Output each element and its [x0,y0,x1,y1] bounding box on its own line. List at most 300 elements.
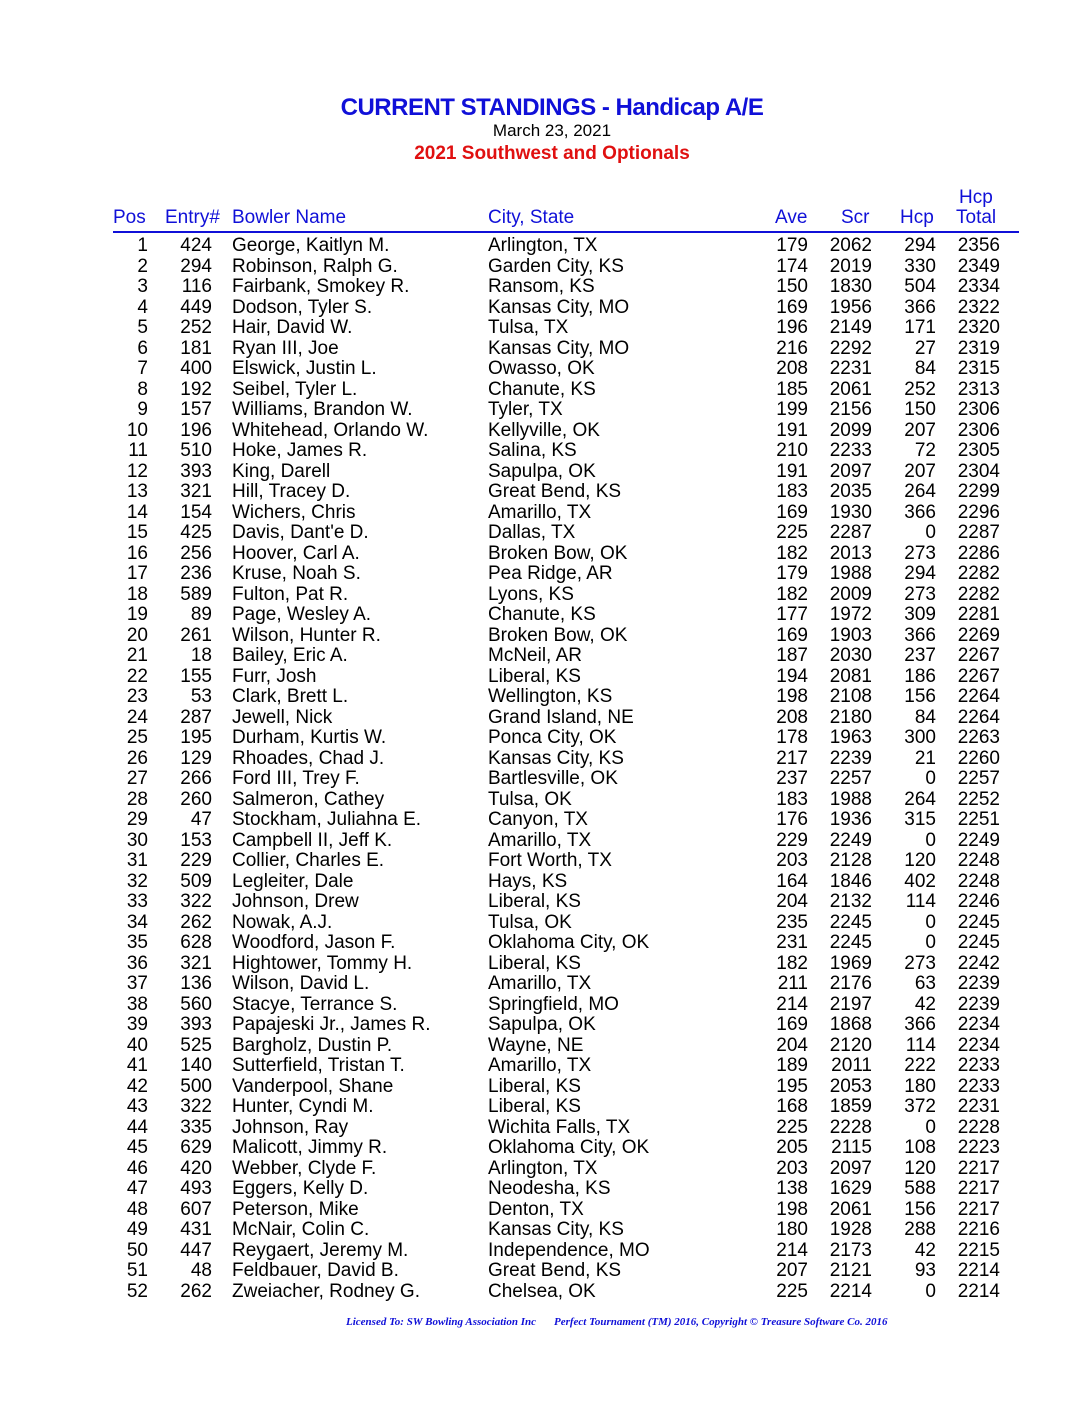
cell-hcp: 84 [914,358,936,379]
cell-name: Furr, Josh [232,665,317,687]
table-row [0,851,1088,872]
col-header-total-bottom: Total [956,207,997,228]
cell-hcp: 366 [904,296,936,318]
cell-hcp: 63 [914,973,936,994]
cell-entry: 335 [180,1116,212,1138]
cell-name: King, Darell [232,460,331,482]
cell-entry: 18 [190,645,212,666]
cell-ave: 180 [776,1219,808,1240]
cell-city: Amarillo, TX [488,1055,592,1076]
cell-entry: 181 [180,337,212,359]
cell-entry: 447 [180,1239,212,1261]
cell-scr: 2061 [829,1198,872,1220]
cell-name: Fulton, Pat R. [232,583,349,605]
cell-ave: 182 [776,952,808,974]
cell-name: Rhoades, Chad J. [232,747,385,769]
cell-city: Chanute, KS [488,604,596,625]
cell-pos: 10 [126,419,148,441]
cell-pos: 47 [126,1178,148,1199]
cell-hcp: 588 [904,1178,936,1199]
cell-pos: 48 [126,1198,148,1220]
cell-city: Liberal, KS [488,891,581,912]
cell-total: 2217 [957,1178,1000,1199]
cell-hcp: 366 [904,501,936,523]
cell-ave: 237 [776,768,808,789]
cell-entry: 48 [190,1260,212,1281]
cell-total: 2249 [957,829,1000,851]
cell-city: Chelsea, OK [488,1280,596,1302]
cell-entry: 252 [180,317,212,338]
cell-name: Hightower, Tommy H. [232,952,413,974]
cell-entry: 256 [180,542,212,564]
cell-ave: 179 [776,235,808,256]
cell-scr: 2292 [829,337,872,359]
cell-hcp: 0 [925,932,936,953]
cell-pos: 22 [126,665,148,687]
cell-city: Wichita Falls, TX [488,1116,631,1138]
cell-total: 2215 [957,1239,1000,1261]
table-row [0,1282,1088,1303]
cell-hcp: 42 [914,1239,936,1261]
cell-total: 2304 [957,460,1000,482]
cell-name: Salmeron, Cathey [232,788,385,810]
cell-scr: 2013 [829,542,872,564]
cell-scr: 2245 [829,911,872,933]
table-row [0,1241,1088,1262]
cell-ave: 178 [776,727,808,748]
cell-total: 2234 [957,1034,1000,1056]
cell-ave: 225 [776,522,808,543]
cell-city: Kellyville, OK [488,419,600,441]
table-row [0,892,1088,913]
cell-city: Grand Island, NE [488,706,634,728]
cell-scr: 1972 [829,604,872,625]
cell-hcp: 504 [904,276,936,297]
report-date: March 23, 2021 [492,121,612,140]
cell-total: 2223 [957,1137,1000,1158]
cell-scr: 2120 [829,1034,872,1056]
cell-name: Nowak, A.J. [232,911,333,933]
cell-hcp: 273 [904,583,936,605]
cell-total: 2267 [957,645,1000,666]
cell-hcp: 156 [904,1198,936,1220]
cell-ave: 203 [776,1157,808,1179]
cell-entry: 400 [180,358,212,379]
cell-ave: 194 [776,665,808,687]
cell-city: Salina, KS [488,440,577,461]
cell-entry: 89 [190,604,212,625]
cell-scr: 2180 [829,706,872,728]
cell-pos: 4 [137,296,148,318]
cell-ave: 198 [776,1198,808,1220]
cell-pos: 5 [137,317,148,338]
cell-ave: 204 [776,891,808,912]
cell-name: Collier, Charles E. [232,850,385,871]
table-row [0,954,1088,975]
cell-pos: 16 [126,542,148,564]
cell-pos: 17 [126,563,148,584]
cell-entry: 136 [180,973,212,994]
cell-scr: 2115 [831,1137,872,1158]
cell-hcp: 237 [904,645,936,666]
cell-scr: 2249 [829,829,872,851]
cell-entry: 153 [180,829,212,851]
cell-scr: 1830 [829,276,872,297]
cell-name: Feldbauer, David B. [232,1260,399,1281]
cell-ave: 216 [776,337,808,359]
table-row [0,708,1088,729]
cell-ave: 214 [776,993,808,1015]
cell-pos: 18 [126,583,148,605]
cell-total: 2233 [957,1055,1000,1076]
cell-total: 2306 [957,399,1000,420]
cell-entry: 140 [180,1055,212,1076]
cell-city: Canyon, TX [488,809,588,830]
cell-scr: 2009 [829,583,872,605]
cell-total: 2252 [957,788,1000,810]
table-row [0,687,1088,708]
cell-scr: 2099 [829,419,872,441]
cell-pos: 51 [126,1260,148,1281]
cell-entry: 262 [180,1280,212,1302]
cell-city: Sapulpa, OK [488,460,596,482]
cell-hcp: 207 [904,419,936,441]
cell-pos: 11 [128,440,148,461]
cell-entry: 321 [180,952,212,974]
col-header-scr: Scr [841,207,870,228]
cell-hcp: 300 [904,727,936,748]
cell-entry: 53 [190,686,212,707]
cell-ave: 191 [776,419,808,441]
cell-name: Jewell, Nick [232,706,333,728]
table-row [0,913,1088,934]
cell-total: 2263 [957,727,1000,748]
cell-scr: 1903 [829,624,872,646]
cell-pos: 14 [126,501,148,523]
cell-hcp: 150 [904,399,936,420]
table-row [0,1077,1088,1098]
cell-ave: 179 [776,563,808,584]
cell-city: Liberal, KS [488,665,581,687]
cell-pos: 25 [126,727,148,748]
cell-pos: 9 [137,399,148,420]
cell-hcp: 366 [904,1014,936,1035]
table-row [0,236,1088,257]
cell-pos: 15 [126,522,148,543]
cell-city: McNeil, AR [488,645,582,666]
table-row [0,646,1088,667]
cell-name: Wilson, David L. [232,973,370,994]
cell-total: 2306 [957,419,1000,441]
cell-name: Legleiter, Dale [232,870,354,892]
cell-scr: 2019 [829,255,872,277]
table-row [0,1036,1088,1057]
footer-license: Licensed To: SW Bowling Association Inc [346,1316,536,1328]
cell-pos: 23 [126,686,148,707]
cell-total: 2248 [957,850,1000,871]
cell-scr: 2097 [829,460,872,482]
cell-hcp: 372 [904,1096,936,1117]
cell-pos: 49 [126,1219,148,1240]
cell-name: Bailey, Eric A. [232,645,348,666]
cell-pos: 37 [126,973,148,994]
cell-hcp: 27 [914,337,936,359]
cell-pos: 8 [137,378,148,400]
cell-scr: 2257 [829,768,872,789]
cell-pos: 24 [126,706,148,728]
table-row [0,1200,1088,1221]
cell-total: 2319 [957,337,1000,359]
cell-pos: 45 [126,1137,148,1158]
cell-scr: 2035 [829,481,872,502]
cell-pos: 21 [126,645,148,666]
cell-city: Kansas City, MO [488,337,630,359]
cell-city: Owasso, OK [488,358,595,379]
cell-name: Dodson, Tyler S. [232,296,373,318]
cell-pos: 44 [126,1116,148,1138]
cell-entry: 607 [180,1198,212,1220]
cell-entry: 431 [180,1219,212,1240]
cell-total: 2296 [957,501,1000,523]
cell-pos: 26 [126,747,148,769]
cell-ave: 204 [776,1034,808,1056]
cell-hcp: 108 [904,1137,936,1158]
cell-total: 2313 [957,378,1000,400]
cell-city: Neodesha, KS [488,1178,611,1199]
table-row [0,1056,1088,1077]
cell-hcp: 72 [914,440,936,461]
table-row [0,872,1088,893]
col-header-ave: Ave [775,207,808,228]
cell-scr: 1846 [829,870,872,892]
cell-ave: 229 [776,829,808,851]
table-row [0,359,1088,380]
cell-name: Ford III, Trey F. [232,768,360,789]
cell-pos: 13 [126,481,148,502]
cell-total: 2281 [957,604,1000,625]
cell-hcp: 273 [904,952,936,974]
cell-ave: 169 [776,296,808,318]
cell-entry: 262 [180,911,212,933]
cell-name: Webber, Clyde F. [232,1157,377,1179]
cell-city: Tulsa, OK [488,911,572,933]
cell-pos: 46 [126,1157,148,1179]
cell-hcp: 186 [904,665,936,687]
cell-city: Bartlesville, OK [488,768,618,789]
cell-pos: 29 [126,809,148,830]
cell-city: Liberal, KS [488,1075,581,1097]
cell-city: Wayne, NE [488,1034,584,1056]
cell-city: Ponca City, OK [488,727,617,748]
cell-name: Page, Wesley A. [232,604,372,625]
cell-total: 2264 [957,706,1000,728]
cell-total: 2264 [957,686,1000,707]
table-row [0,1118,1088,1139]
cell-scr: 1859 [829,1096,872,1117]
table-row [0,1159,1088,1180]
cell-name: Wilson, Hunter R. [232,624,381,646]
col-header-pos: Pos [113,207,146,228]
cell-pos: 27 [126,768,148,789]
cell-city: Springfield, MO [488,993,619,1015]
cell-city: Amarillo, TX [488,973,592,994]
cell-total: 2217 [957,1198,1000,1220]
cell-ave: 211 [777,973,808,994]
cell-city: Broken Bow, OK [488,542,628,564]
cell-name: Stacye, Terrance S. [232,993,398,1015]
cell-city: Kansas City, KS [488,1219,624,1240]
table-row [0,1261,1088,1282]
table-row [0,1220,1088,1241]
cell-name: Seibel, Tyler L. [232,378,358,400]
table-row [0,810,1088,831]
cell-name: Wichers, Chris [232,501,356,523]
cell-name: Reygaert, Jeremy M. [232,1239,409,1261]
cell-pos: 32 [126,870,148,892]
table-row [0,421,1088,442]
cell-name: Robinson, Ralph G. [232,255,398,277]
page-title: CURRENT STANDINGS - Handicap A/E [340,94,764,121]
cell-scr: 2011 [831,1055,872,1076]
cell-pos: 34 [126,911,148,933]
cell-city: Wellington, KS [488,686,613,707]
cell-ave: 199 [776,399,808,420]
col-header-city: City, State [488,207,575,228]
cell-city: Fort Worth, TX [488,850,612,871]
cell-entry: 510 [180,440,212,461]
cell-pos: 52 [126,1280,148,1302]
cell-name: Durham, Kurtis W. [232,727,387,748]
cell-entry: 525 [180,1034,212,1056]
cell-scr: 2173 [829,1239,872,1261]
cell-ave: 208 [776,706,808,728]
cell-total: 2305 [957,440,1000,461]
col-header-name: Bowler Name [232,207,347,228]
cell-scr: 2233 [829,440,872,461]
table-row [0,277,1088,298]
cell-name: Hunter, Cyndi M. [232,1096,374,1117]
cell-scr: 1936 [829,809,872,830]
cell-city: Great Bend, KS [488,1260,622,1281]
cell-name: Hair, David W. [232,317,353,338]
cell-total: 2299 [957,481,1000,502]
cell-scr: 2214 [829,1280,872,1302]
cell-ave: 225 [776,1280,808,1302]
cell-scr: 2108 [829,686,872,707]
cell-pos: 28 [126,788,148,810]
cell-pos: 42 [126,1075,148,1097]
table-row [0,790,1088,811]
cell-entry: 195 [180,727,212,748]
cell-hcp: 180 [904,1075,936,1097]
cell-city: Arlington, TX [488,235,598,256]
table-row [0,749,1088,770]
cell-total: 2239 [957,973,1000,994]
table-row [0,1015,1088,1036]
cell-scr: 2176 [829,973,872,994]
cell-ave: 208 [776,358,808,379]
cell-total: 2234 [957,1014,1000,1035]
cell-pos: 30 [126,829,148,851]
cell-scr: 2245 [829,932,872,953]
cell-entry: 420 [180,1157,212,1179]
cell-city: Denton, TX [488,1198,584,1220]
cell-pos: 6 [137,337,148,359]
cell-name: Kruse, Noah S. [232,563,361,584]
cell-name: Hoover, Carl A. [232,542,360,564]
cell-hcp: 114 [905,1034,936,1056]
cell-name: Davis, Dant'e D. [232,522,369,543]
cell-hcp: 294 [904,235,936,256]
cell-ave: 183 [776,788,808,810]
cell-total: 2269 [957,624,1000,646]
cell-hcp: 0 [925,522,936,543]
cell-ave: 196 [776,317,808,338]
cell-pos: 50 [126,1239,148,1261]
cell-entry: 321 [180,481,212,502]
cell-scr: 2053 [829,1075,872,1097]
cell-scr: 2062 [829,235,872,256]
cell-ave: 198 [776,686,808,707]
cell-ave: 182 [776,542,808,564]
table-row [0,564,1088,585]
cell-name: Williams, Brandon W. [232,399,413,420]
cell-city: Liberal, KS [488,952,581,974]
cell-city: Chanute, KS [488,378,596,400]
cell-scr: 2030 [829,645,872,666]
cell-entry: 266 [180,768,212,789]
cell-scr: 2081 [829,665,872,687]
cell-city: Oklahoma City, OK [488,932,650,953]
cell-total: 2320 [957,317,1000,338]
cell-name: McNair, Colin C. [232,1219,370,1240]
cell-name: Fairbank, Smokey R. [232,276,410,297]
cell-hcp: 156 [904,686,936,707]
event-name: 2021 Southwest and Optionals [414,143,690,164]
cell-total: 2245 [957,932,1000,953]
cell-total: 2334 [957,276,1000,297]
cell-scr: 2121 [829,1260,872,1281]
cell-ave: 225 [776,1116,808,1138]
cell-entry: 629 [180,1137,212,1158]
cell-name: Eggers, Kelly D. [232,1178,369,1199]
cell-ave: 183 [776,481,808,502]
cell-scr: 2097 [829,1157,872,1179]
cell-total: 2257 [957,768,1000,789]
cell-hcp: 315 [904,809,936,830]
table-row [0,974,1088,995]
cell-pos: 36 [126,952,148,974]
cell-total: 2286 [957,542,1000,564]
cell-scr: 1969 [829,952,872,974]
cell-ave: 203 [776,850,808,871]
col-header-hcp: Hcp [900,207,934,228]
table-row [0,667,1088,688]
cell-total: 2282 [957,563,1000,584]
cell-entry: 500 [180,1075,212,1097]
cell-name: Johnson, Drew [232,891,359,912]
cell-pos: 31 [126,850,148,871]
cell-name: Elswick, Justin L. [232,358,377,379]
cell-entry: 393 [180,460,212,482]
table-row [0,339,1088,360]
cell-ave: 235 [776,911,808,933]
cell-entry: 261 [180,624,212,646]
cell-name: Peterson, Mike [232,1198,359,1220]
cell-scr: 2231 [829,358,872,379]
col-header-entry: Entry# [165,207,220,228]
cell-scr: 1988 [829,788,872,810]
